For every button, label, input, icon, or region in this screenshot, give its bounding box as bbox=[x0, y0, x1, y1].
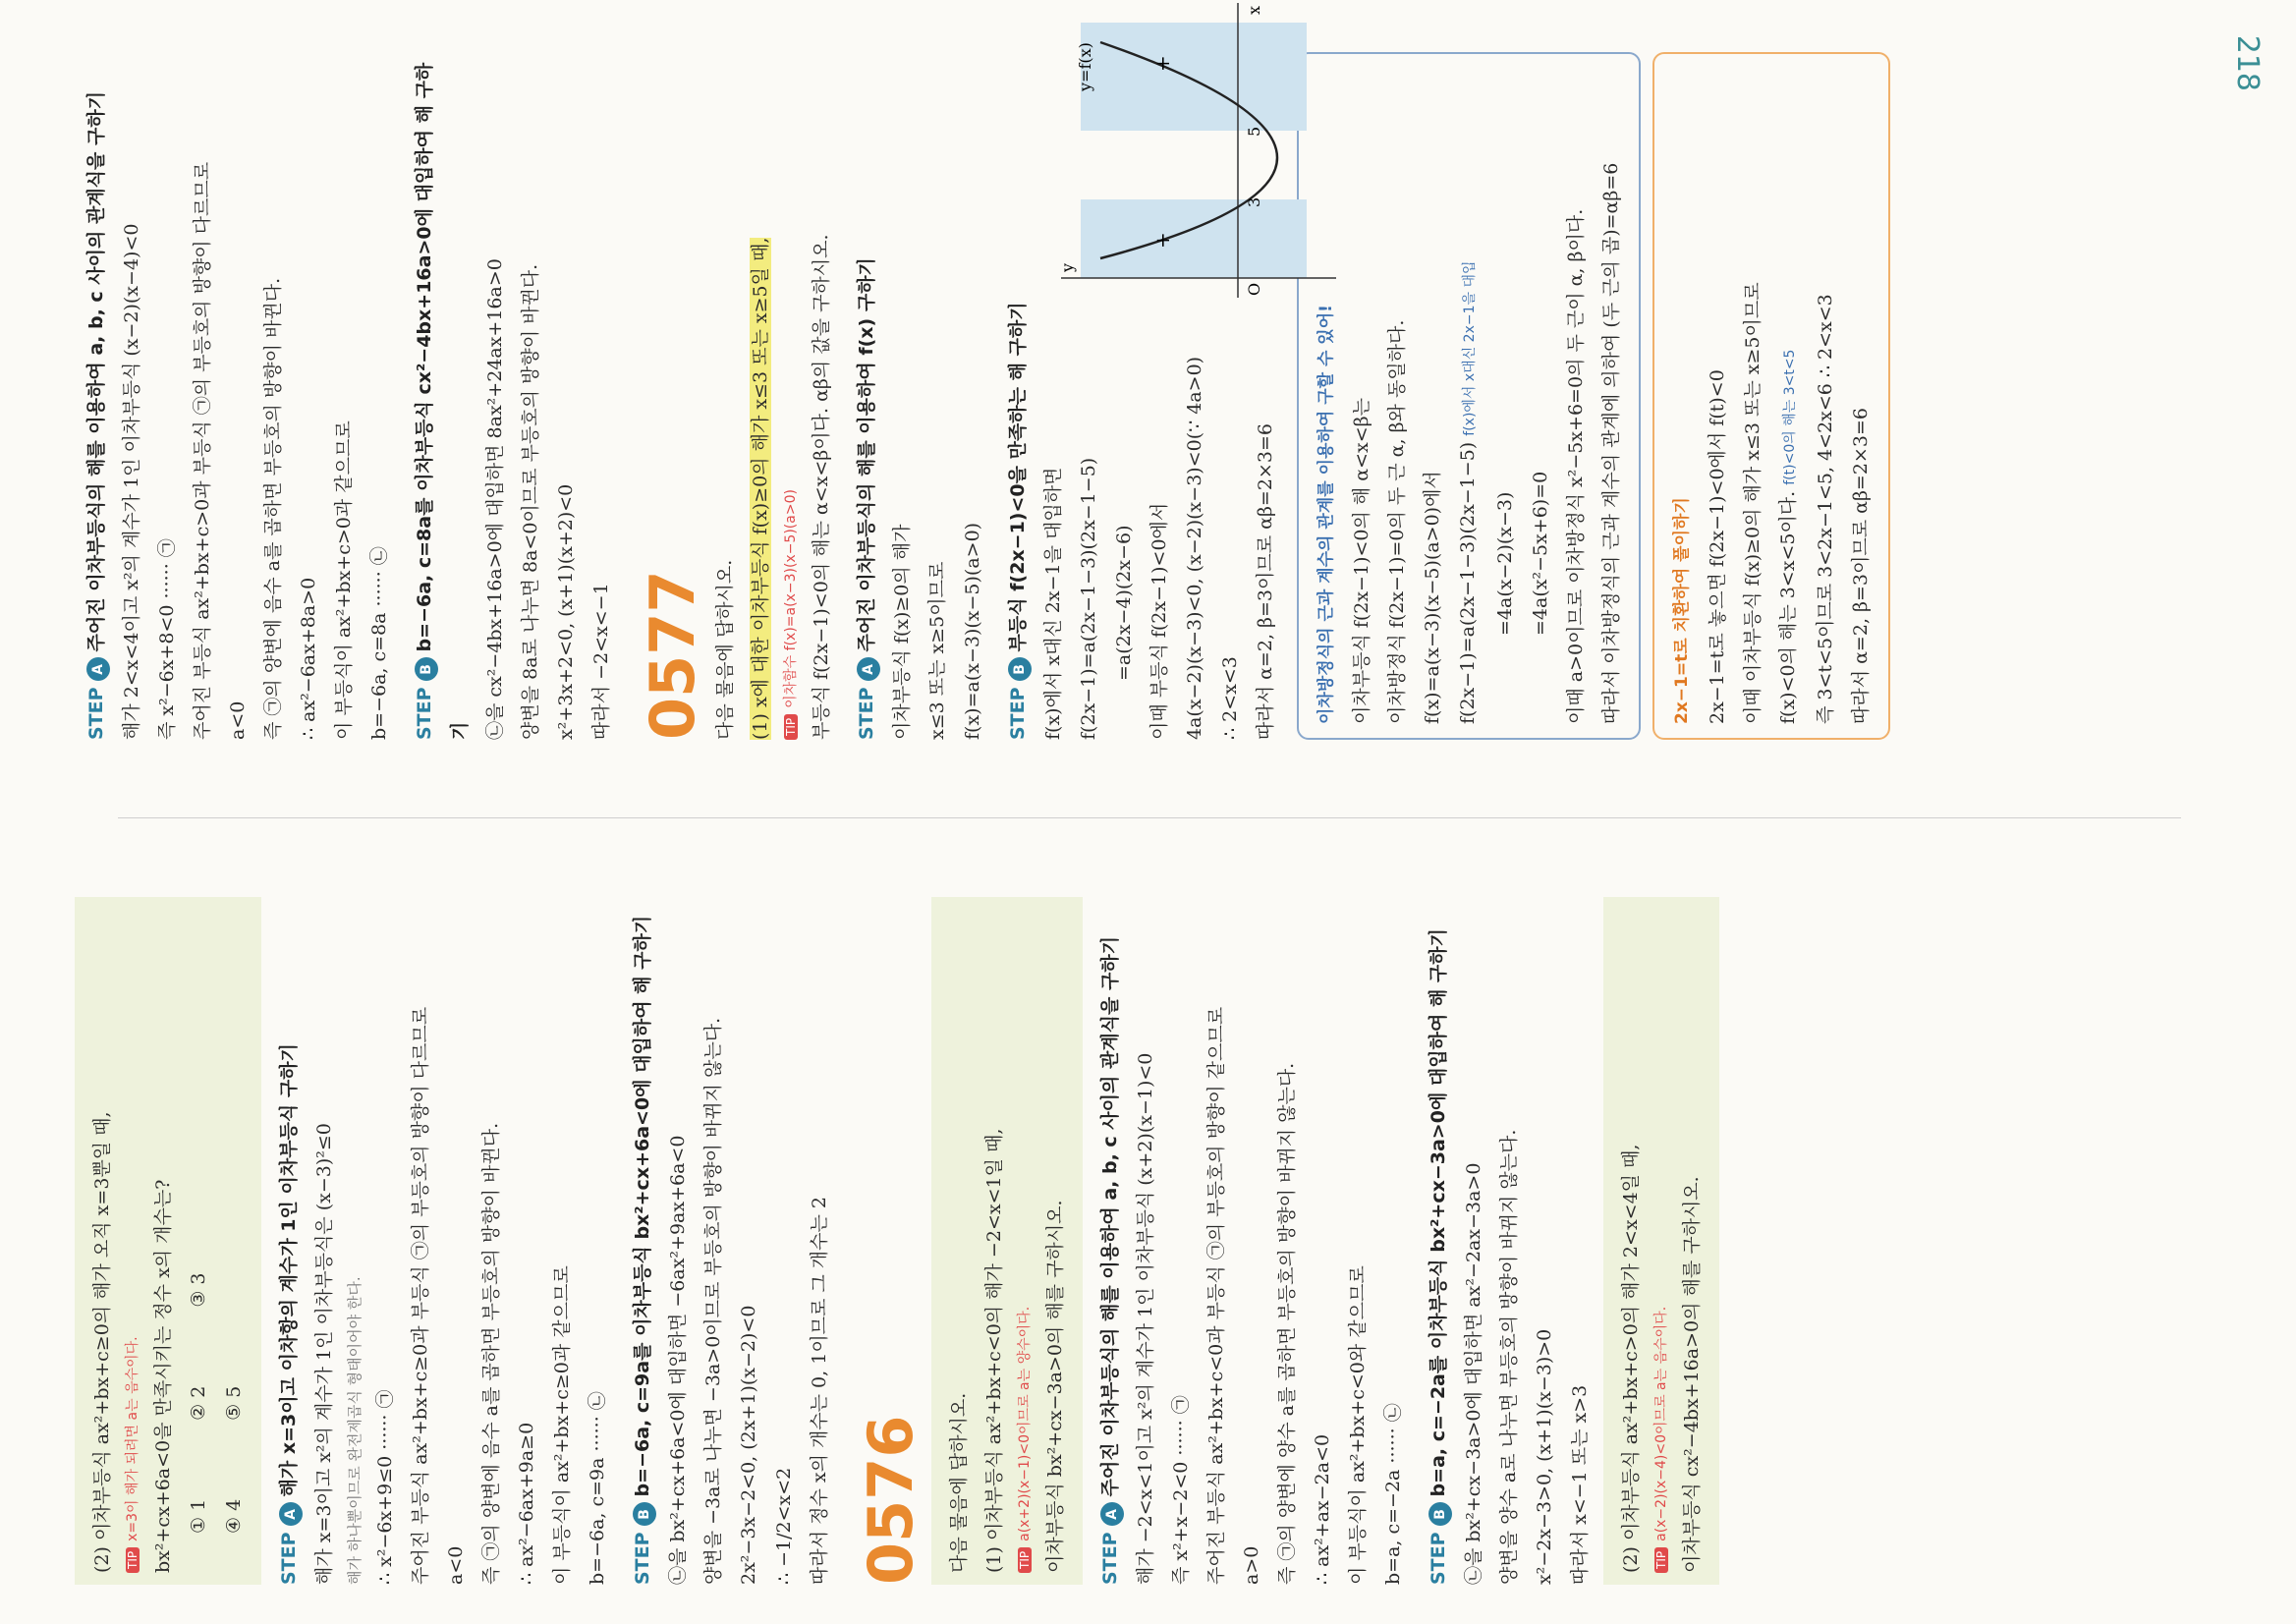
step-a-heading: STEPA주어진 이차부등식의 해를 이용하여 a, b, c 사이의 관계식을 구하기 bbox=[1092, 897, 1128, 1585]
question-text-2: 이차부등식 bx²+cx−3a>0의 해를 구하시오. bbox=[1044, 1200, 1066, 1573]
step-a-heading: STEPA해가 x=3이고 이차항의 계수가 1인 이차부등식 구하기 bbox=[271, 897, 307, 1585]
x-label: x bbox=[1245, 5, 1263, 15]
solution-line: 따라서 x<−1 또는 x>3 bbox=[1569, 1384, 1591, 1585]
solution-line: 주어진 부등식 ax²+bx+c≥0과 부등식 ㉠의 부등호의 방향이 다르므로 bbox=[410, 1006, 431, 1585]
choice-5: ⑤ 5 bbox=[223, 1385, 245, 1421]
box-line: 따라서 α=2, β=3이므로 αβ=2×3=6 bbox=[1850, 408, 1872, 724]
question-text-2: 이차부등식 cx²−4bx+16a>0의 해를 구하시오. bbox=[1681, 1176, 1703, 1573]
choice-4: ④ 4 bbox=[223, 1498, 245, 1534]
parabola-graph bbox=[1041, 0, 1356, 317]
question-text: (2) 이차부등식 ax²+bx+c≥0의 해가 오직 x=3뿐일 때, bbox=[91, 1111, 113, 1573]
box-line: =4a(x−2)(x−3) bbox=[1494, 491, 1516, 636]
box-header: 이차방정식의 근과 계수의 관계를 이용하여 구할 수 있어! bbox=[1316, 305, 1336, 724]
choice-1: ① 1 bbox=[188, 1498, 209, 1534]
side-note: 해가 하나뿐이므로 완전제곱식 형태이어야 한다. bbox=[346, 1276, 364, 1585]
question-text-2: 부등식 f(2x−1)<0의 해는 α<x<β이다. αβ의 값을 구하시오. bbox=[811, 234, 832, 740]
solution-line: ㉡을 bx²+cx+6a<0에 대입하면 −6ax²+9ax+6a<0 bbox=[667, 1135, 689, 1585]
step-b-heading: STEPBb=−6a, c=9a를 이차부등식 bx²+cx+6a<0에 대입하여 해 구하기 bbox=[625, 897, 660, 1585]
box-header: 2x−1=t로 치환하여 풀이하기 bbox=[1672, 497, 1692, 724]
solution-line: ∴ ax²−6ax+9a≥0 bbox=[516, 1422, 537, 1585]
box-line: 2x−1=t로 놓으면 f(2x−1)<0에서 f(t)<0 bbox=[1707, 369, 1728, 724]
plus-left: + bbox=[1150, 232, 1174, 249]
origin-label: O bbox=[1245, 282, 1263, 296]
solution-line: 4a(x−2)(x−3)<0, (x−2)(x−3)<0(∵ 4a>0) bbox=[1184, 356, 1205, 740]
solution-line: 이 부등식이 ax²+bx+c≥0과 같으므로 bbox=[551, 1265, 573, 1585]
tip-badge: TIP bbox=[126, 1547, 140, 1573]
box-line: 이때 이차부등식 f(x)≥0의 해가 x≤3 또는 x≥5이므로 bbox=[1742, 282, 1764, 724]
solution-line: ∴ x²−6x+9≤0 ······ ㉠ bbox=[374, 1389, 396, 1585]
solution-line: 따라서 −2<x<−1 bbox=[590, 583, 612, 740]
solution-line: =a(2x−4)(2x−6) bbox=[1113, 525, 1135, 681]
box-note: f(x)에서 x대신 2x−1을 대입 bbox=[1462, 260, 1478, 436]
solution-line: 즉 x²+x−2<0 ······ ㉠ bbox=[1170, 1395, 1192, 1585]
solution-line: 즉 ㉠의 양변에 음수 a를 곱하면 부등호의 방향이 바뀐다. bbox=[262, 277, 284, 740]
solution-line: ∴ 2<x<3 bbox=[1219, 656, 1241, 740]
problem-intro: 다음 물음에 답하시오. bbox=[948, 1392, 970, 1573]
question-text: (1) 이차부등식 ax²+bx+c<0의 해가 −2<x<1일 때, bbox=[983, 1128, 1005, 1573]
step-a-heading: STEPA주어진 이차부등식의 해를 이용하여 a, b, c 사이의 관계식을 구하기 bbox=[79, 52, 114, 740]
tip-badge: TIP bbox=[1018, 1547, 1032, 1573]
solution-line: a>0 bbox=[1241, 1545, 1262, 1585]
left-column bbox=[69, 897, 1725, 1585]
box-line: 이때 a>0이므로 이차방정식 x²−5x+6=0의 두 근이 α, β이다. bbox=[1565, 208, 1587, 724]
box-line: f(2x−1)=a(2x−1−3)(2x−1−5) f(x)에서 x대신 2x−1을 대입 bbox=[1457, 260, 1479, 724]
tick-3: 3 bbox=[1245, 196, 1263, 207]
solution-line: 주어진 부등식 ax²+bx+c>0과 부등식 ㉠의 부등호의 방향이 다르므로 bbox=[192, 161, 213, 740]
step-a-heading: STEPA주어진 이차부등식의 해를 이용하여 f(x) 구하기 bbox=[849, 52, 884, 740]
solution-line: 즉 ㉠의 양변에 음수 a를 곱하면 부등호의 방향이 바뀐다. bbox=[480, 1122, 502, 1585]
solution-line: f(x)=a(x−3)(x−5)(a>0) bbox=[962, 522, 983, 740]
step-b-heading: STEPB부등식 f(2x−1)<0을 만족하는 해 구하기 bbox=[1000, 52, 1036, 740]
solution-line: ㉡을 bx²+cx−3a>0에 대입하면 ax²−2ax−3a>0 bbox=[1463, 1162, 1484, 1585]
box-line: f(x)=a(x−3)(x−5)(a>0)에서 bbox=[1422, 471, 1443, 724]
tip: TIPx=3이 해가 되려면 a는 음수이다. bbox=[120, 909, 145, 1573]
tip-badge: TIP bbox=[1654, 1547, 1668, 1573]
tip: TIPa(x+2)(x−1)<0이므로 a는 양수이다. bbox=[1012, 909, 1037, 1573]
solution-line: 이 부등식이 ax²+bx+c>0과 같으므로 bbox=[333, 420, 355, 740]
column-divider bbox=[118, 817, 2181, 818]
right-column bbox=[69, 52, 1890, 740]
solution-line: f(x)에서 x대신 2x−1을 대입하면 bbox=[1042, 467, 1064, 740]
problem-0576-box bbox=[931, 897, 1083, 1585]
solution-line: x≤3 또는 x≥5이므로 bbox=[926, 561, 948, 740]
box-line: 즉 3<t<5이므로 3<2x−1<5, 4<2x<6 ∴ 2<x<3 bbox=[1815, 294, 1836, 724]
choices-row-2 bbox=[216, 909, 252, 1573]
solution-line: ∴ ax²+ax−2a<0 bbox=[1312, 1433, 1333, 1585]
solution-line: x²+3x+2<0, (x+1)(x+2)<0 bbox=[555, 483, 577, 740]
solution-line: 양변을 −3a로 나누면 −3a>0이므로 부등호의 방향이 바뀌지 않는다. bbox=[702, 1017, 724, 1585]
step-b-heading: STEPBb=a, c=−2a를 이차부등식 bx²+cx−3a>0에 대입하여 해 구하기 bbox=[1421, 897, 1456, 1585]
solution-line: 해가 2<x<4이고 x²의 계수가 1인 이차부등식 (x−2)(x−4)<0 bbox=[121, 223, 142, 740]
box-line: =4a(x²−5x+6)=0 bbox=[1530, 471, 1551, 636]
problem-2-box bbox=[75, 897, 261, 1585]
solution-line: b=a, c=−2a ······ ㉡ bbox=[1382, 1403, 1404, 1585]
question-text: (1) x에 대한 이차부등식 f(x)≥0의 해가 x≤3 또는 x≥5일 때, bbox=[750, 237, 771, 740]
solution-line: b=−6a, c=8a ······ ㉡ bbox=[368, 546, 390, 740]
box-line: 따라서 이차방정식의 근과 계수의 관계에 의하여 (두 근의 곱)=αβ=6 bbox=[1600, 162, 1622, 724]
solution-line: x²−2x−3>0, (x+1)(x−3)>0 bbox=[1534, 1328, 1555, 1585]
problem-0576-2-box bbox=[1603, 897, 1719, 1585]
tick-5: 5 bbox=[1245, 126, 1263, 137]
tip: TIP이차함수 f(x)=a(x−3)(x−5)(a>0) bbox=[778, 52, 804, 740]
solution-line: 이차부등식 f(x)≥0의 해가 bbox=[891, 524, 913, 740]
problem-number-0576: 0576 bbox=[855, 1415, 926, 1585]
solution-line: a<0 bbox=[227, 700, 249, 740]
solution-line: 즉 x²−6x+8<0 ······ ㉠ bbox=[156, 538, 178, 740]
box-line: f(x)<0의 해는 3<x<5이다. f(t)<0의 해는 3<t<5 bbox=[1777, 349, 1799, 724]
choices bbox=[181, 909, 216, 1573]
solution-line: 양변을 8a로 나누면 8a<0이므로 부등호의 방향이 바뀐다. bbox=[520, 263, 541, 740]
box-line: 이차방정식 f(2x−1)=0의 두 근 α, β와 동일하다. bbox=[1386, 319, 1408, 724]
solution-line: ∴ ax²−6ax+8a>0 bbox=[298, 577, 319, 740]
solution-line: 2x²−3x−2<0, (2x+1)(x−2)<0 bbox=[738, 1305, 759, 1585]
solution-line: ㉡을 cx²−4bx+16a>0에 대입하면 8ax²+24ax+16a>0 bbox=[484, 258, 506, 740]
box-line: 이차부등식 f(2x−1)<0의 해 α<x<β는 bbox=[1351, 398, 1372, 724]
solution-line: f(2x−1)=a(2x−1−3)(2x−1−5) bbox=[1078, 457, 1099, 740]
step-b-heading: STEPBb=−6a, c=8a를 이차부등식 cx²−4bx+16a>0에 대입하여 해 구하기 bbox=[414, 62, 471, 740]
question-text-2: bx²+cx+6a<0을 만족시키는 정수 x의 개수는? bbox=[152, 1179, 174, 1573]
solution-line: 양변을 양수 a로 나누면 부등호의 방향이 바뀌지 않는다. bbox=[1498, 1129, 1520, 1585]
page-number: 218 bbox=[2230, 34, 2265, 91]
mini-box bbox=[1652, 52, 1890, 740]
tip: TIPa(x−2)(x−4)<0이므로 a는 음수이다. bbox=[1649, 909, 1674, 1573]
solution-line: b=−6a, c=9a ······ ㉡ bbox=[587, 1391, 608, 1585]
solution-line: 해가 x=3이고 x²의 계수가 1인 이차부등식은 (x−3)²≤0 bbox=[313, 1123, 335, 1585]
solution-line: 즉 ㉠의 양변에 양수 a를 곱하면 부등호의 방향이 바뀌지 않는다. bbox=[1276, 1062, 1298, 1585]
choice-2: ② 2 bbox=[188, 1385, 209, 1421]
solution-line: ∴ −1/2<x<2 bbox=[773, 1467, 795, 1585]
plus-right: + bbox=[1150, 55, 1174, 72]
tip-badge: TIP bbox=[784, 714, 798, 740]
problem-number-0577: 0577 bbox=[637, 570, 708, 740]
solution-line: 따라서 α=2, β=3이므로 αβ=2×3=6 bbox=[1255, 423, 1276, 740]
shade-right bbox=[1081, 23, 1307, 131]
solution-line: 해가 −2<x<1이고 x²의 계수가 1인 이차부등식 (x+2)(x−1)<0 bbox=[1135, 1052, 1156, 1585]
problem-intro: 다음 물음에 답하시오. bbox=[714, 559, 736, 740]
solution-line: 주어진 부등식 ax²+bx+c<0과 부등식 ㉠의 부등호의 방향이 같으므로 bbox=[1205, 1006, 1227, 1585]
shade-left bbox=[1081, 196, 1307, 278]
fx-label: y=f(x) bbox=[1076, 42, 1094, 91]
box-note: f(t)<0의 해는 3<t<5 bbox=[1782, 349, 1798, 485]
choice-3: ③ 3 bbox=[188, 1272, 209, 1308]
solution-line: a<0 bbox=[445, 1545, 467, 1585]
solution-line: 이때 부등식 f(2x−1)<0에서 bbox=[1148, 502, 1170, 740]
question-text: (2) 이차부등식 ax²+bx+c>0의 해가 2<x<4일 때, bbox=[1620, 1144, 1642, 1573]
y-label: y bbox=[1058, 262, 1077, 272]
solution-line: 이 부등식이 ax²+bx+c<0와 같으므로 bbox=[1347, 1265, 1369, 1585]
solution-line: 따라서 정수 x의 개수는 0, 1이므로 그 개수는 2 bbox=[809, 1196, 830, 1585]
